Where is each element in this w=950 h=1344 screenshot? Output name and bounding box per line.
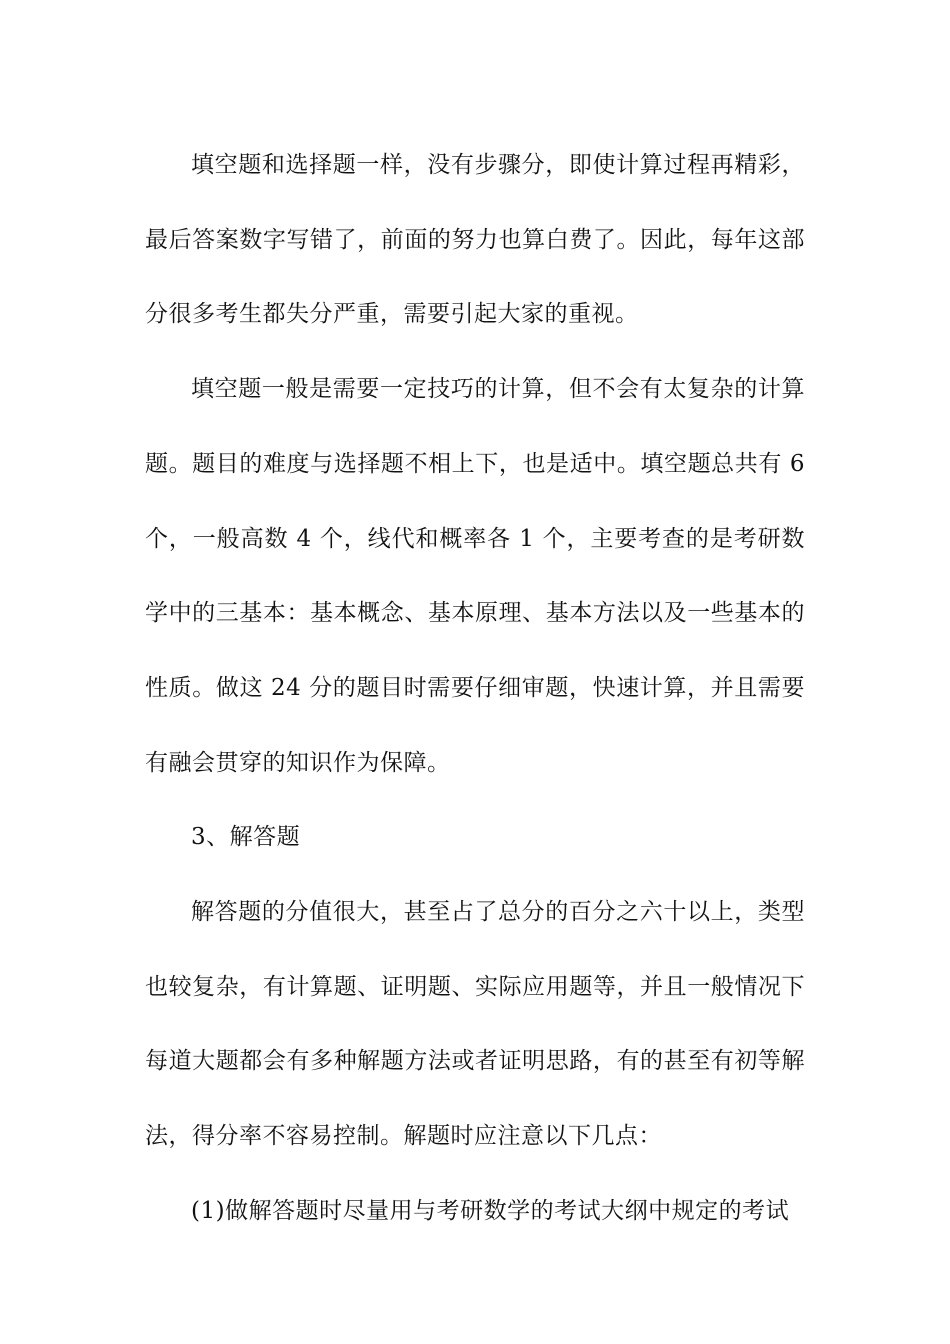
paragraph-answer-questions-overview: 解答题的分值很大，甚至占了总分的百分之六十以上，类型也较复杂，有计算题、证明题、实际应用题等，并且一般情况下每道大题都会有多种解题方法或者证明思路，有的甚至有初等解法，得分率不容易控制。解题时应注意以下几点： [145, 899, 805, 1150]
section-heading-answer-questions: 3、解答题 [191, 824, 301, 851]
paragraph-fill-blank-scoring: 填空题和选择题一样，没有步骤分，即使计算过程再精彩，最后答案数字写错了，前面的努力也算白费了。因此，每年这部分很多考生都失分严重，需要引起大家的重视。 [145, 152, 805, 328]
paragraph-point-1: (1)做解答题时尽量用与考研数学的考试大纲中规定的考试 [191, 1197, 790, 1224]
document-body [145, 128, 805, 1249]
paragraph-fill-blank-overview: 填空题一般是需要一定技巧的计算，但不会有太复杂的计算题。题目的难度与选择题不相上下，也是适中。填空题总共有 6 个，一般高数 4 个，线代和概率各 1 个，主要考查的是考研数学中的三基本：基本概念、基本原理、基本方法以及一些基本的性质。做这 24 分的题目时需要仔细审题，快速计算，并且需要有融会贯穿的知识作为保障。 [145, 376, 805, 776]
